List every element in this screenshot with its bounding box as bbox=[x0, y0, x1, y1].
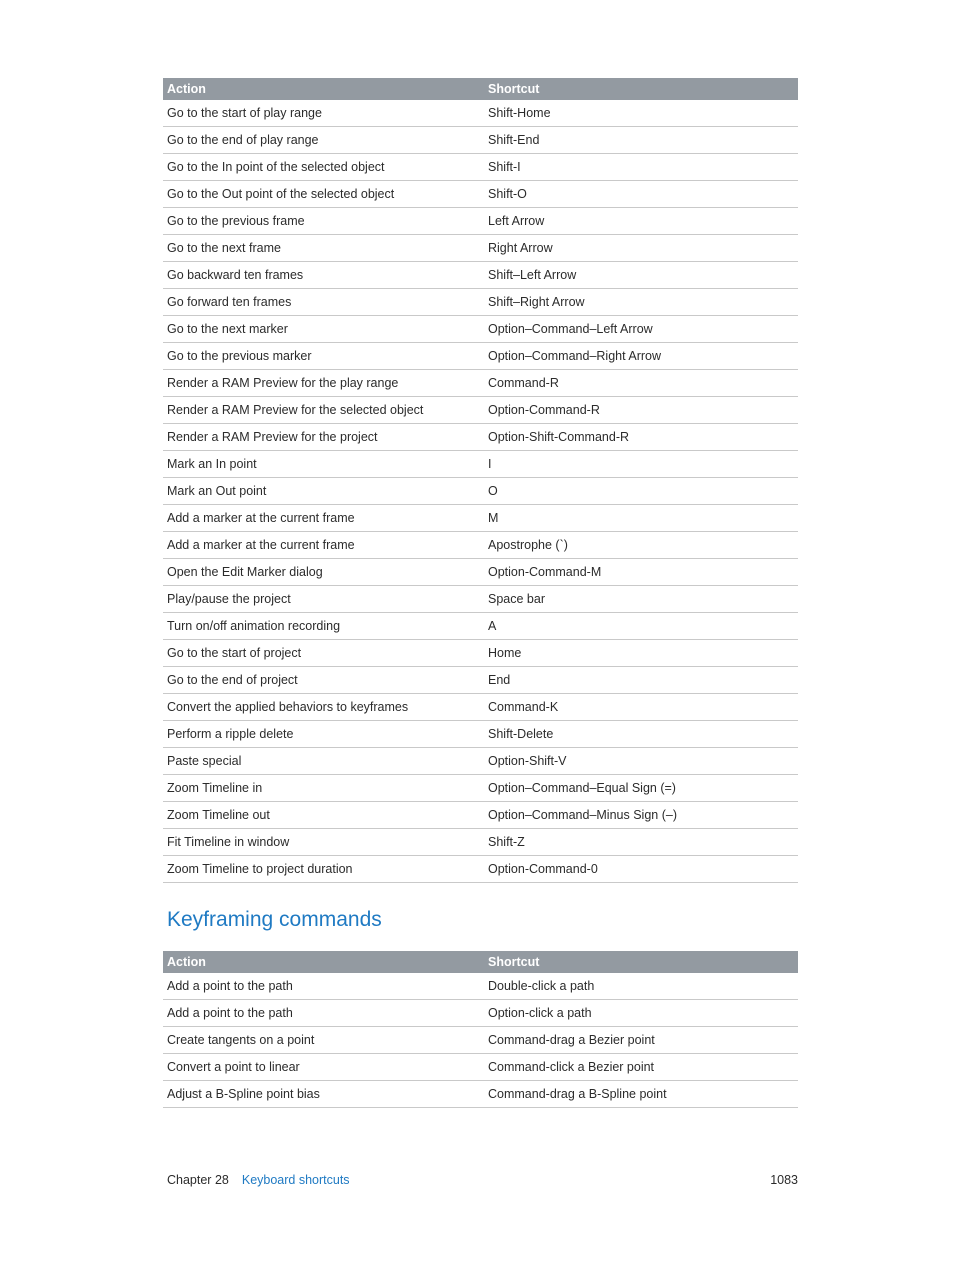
action-cell: Go to the end of play range bbox=[163, 127, 484, 154]
shortcut-cell: Right Arrow bbox=[484, 235, 798, 262]
shortcut-cell: Home bbox=[484, 640, 798, 667]
table-row bbox=[163, 424, 798, 451]
table-row bbox=[163, 559, 798, 586]
shortcut-cell: Option–Command–Left Arrow bbox=[484, 316, 798, 343]
table-row bbox=[163, 532, 798, 559]
shortcut-cell: Option-Command-M bbox=[484, 559, 798, 586]
table-row bbox=[163, 478, 798, 505]
table-row bbox=[163, 208, 798, 235]
column-header-shortcut: Shortcut bbox=[484, 78, 798, 100]
shortcut-cell: A bbox=[484, 613, 798, 640]
action-cell: Open the Edit Marker dialog bbox=[163, 559, 484, 586]
table-row bbox=[163, 802, 798, 829]
shortcut-cell: Shift-End bbox=[484, 127, 798, 154]
page-footer bbox=[167, 1173, 798, 1187]
shortcut-cell: Shift–Left Arrow bbox=[484, 262, 798, 289]
table-row bbox=[163, 856, 798, 883]
action-cell: Go to the Out point of the selected object bbox=[163, 181, 484, 208]
action-cell: Render a RAM Preview for the play range bbox=[163, 370, 484, 397]
shortcut-cell: Space bar bbox=[484, 586, 798, 613]
table-row bbox=[163, 586, 798, 613]
shortcut-cell: Option–Command–Minus Sign (–) bbox=[484, 802, 798, 829]
shortcut-cell: I bbox=[484, 451, 798, 478]
shortcut-cell: Command-click a Bezier point bbox=[484, 1054, 798, 1081]
action-cell: Zoom Timeline to project duration bbox=[163, 856, 484, 883]
action-cell: Mark an Out point bbox=[163, 478, 484, 505]
shortcut-cell: Option-Command-R bbox=[484, 397, 798, 424]
table-row bbox=[163, 1081, 798, 1108]
chapter-label: Chapter 28 bbox=[167, 1173, 229, 1187]
table-row bbox=[163, 1027, 798, 1054]
shortcut-cell: Shift-I bbox=[484, 154, 798, 181]
table-row bbox=[163, 154, 798, 181]
table-row bbox=[163, 289, 798, 316]
table-row bbox=[163, 451, 798, 478]
table-row bbox=[163, 721, 798, 748]
shortcut-cell: Shift-Z bbox=[484, 829, 798, 856]
table-row bbox=[163, 235, 798, 262]
action-cell: Adjust a B-Spline point bias bbox=[163, 1081, 484, 1108]
shortcut-cell: O bbox=[484, 478, 798, 505]
action-cell: Mark an In point bbox=[163, 451, 484, 478]
shortcuts-table-body bbox=[163, 100, 798, 883]
column-header-shortcut: Shortcut bbox=[484, 951, 798, 973]
action-cell: Add a marker at the current frame bbox=[163, 532, 484, 559]
table-row bbox=[163, 127, 798, 154]
chapter-title-link[interactable]: Keyboard shortcuts bbox=[241, 1173, 350, 1187]
shortcut-cell: Command-R bbox=[484, 370, 798, 397]
shortcut-cell: Shift-Home bbox=[484, 100, 798, 127]
action-cell: Render a RAM Preview for the project bbox=[163, 424, 484, 451]
action-cell: Go to the start of play range bbox=[163, 100, 484, 127]
table-row bbox=[163, 748, 798, 775]
table-header-row bbox=[163, 951, 798, 973]
table-row bbox=[163, 829, 798, 856]
shortcut-cell: Double-click a path bbox=[484, 973, 798, 1000]
column-header-action: Action bbox=[163, 78, 484, 100]
action-cell: Go to the previous marker bbox=[163, 343, 484, 370]
action-cell: Go backward ten frames bbox=[163, 262, 484, 289]
action-cell: Go to the previous frame bbox=[163, 208, 484, 235]
shortcut-cell: Command-K bbox=[484, 694, 798, 721]
action-cell: Add a point to the path bbox=[163, 973, 484, 1000]
shortcut-cell: Shift-O bbox=[484, 181, 798, 208]
keyframing-table bbox=[163, 951, 798, 1108]
table-row bbox=[163, 973, 798, 1000]
section-heading: Keyframing commands bbox=[167, 908, 382, 931]
table-row bbox=[163, 316, 798, 343]
shortcut-cell: Command-drag a B-Spline point bbox=[484, 1081, 798, 1108]
action-cell: Paste special bbox=[163, 748, 484, 775]
table-row bbox=[163, 262, 798, 289]
table-row bbox=[163, 343, 798, 370]
shortcut-cell: Option-click a path bbox=[484, 1000, 798, 1027]
shortcut-cell: End bbox=[484, 667, 798, 694]
action-cell: Go forward ten frames bbox=[163, 289, 484, 316]
shortcut-cell: Option-Shift-V bbox=[484, 748, 798, 775]
shortcut-cell: M bbox=[484, 505, 798, 532]
action-cell: Turn on/off animation recording bbox=[163, 613, 484, 640]
action-cell: Go to the next marker bbox=[163, 316, 484, 343]
shortcut-cell: Shift–Right Arrow bbox=[484, 289, 798, 316]
action-cell: Go to the end of project bbox=[163, 667, 484, 694]
table-row bbox=[163, 1054, 798, 1081]
table-header-row bbox=[163, 78, 798, 100]
shortcut-cell: Option-Command-0 bbox=[484, 856, 798, 883]
action-cell: Go to the In point of the selected object bbox=[163, 154, 484, 181]
shortcut-cell: Option–Command–Right Arrow bbox=[484, 343, 798, 370]
shortcut-cell: Option–Command–Equal Sign (=) bbox=[484, 775, 798, 802]
table-row bbox=[163, 694, 798, 721]
action-cell: Convert the applied behaviors to keyframes bbox=[163, 694, 484, 721]
shortcut-cell: Option-Shift-Command-R bbox=[484, 424, 798, 451]
keyframing-table-body bbox=[163, 973, 798, 1108]
table-row bbox=[163, 667, 798, 694]
action-cell: Zoom Timeline out bbox=[163, 802, 484, 829]
table-row bbox=[163, 1000, 798, 1027]
page-number: 1083 bbox=[770, 1173, 798, 1187]
action-cell: Add a point to the path bbox=[163, 1000, 484, 1027]
action-cell: Add a marker at the current frame bbox=[163, 505, 484, 532]
table-row bbox=[163, 181, 798, 208]
action-cell: Create tangents on a point bbox=[163, 1027, 484, 1054]
action-cell: Go to the next frame bbox=[163, 235, 484, 262]
action-cell: Render a RAM Preview for the selected object bbox=[163, 397, 484, 424]
shortcut-cell: Shift-Delete bbox=[484, 721, 798, 748]
shortcut-cell: Left Arrow bbox=[484, 208, 798, 235]
table-row bbox=[163, 370, 798, 397]
action-cell: Perform a ripple delete bbox=[163, 721, 484, 748]
table-row bbox=[163, 505, 798, 532]
table-row bbox=[163, 613, 798, 640]
shortcuts-table bbox=[163, 78, 798, 883]
table-row bbox=[163, 775, 798, 802]
action-cell: Fit Timeline in window bbox=[163, 829, 484, 856]
action-cell: Convert a point to linear bbox=[163, 1054, 484, 1081]
action-cell: Play/pause the project bbox=[163, 586, 484, 613]
table-row bbox=[163, 397, 798, 424]
table-row bbox=[163, 640, 798, 667]
action-cell: Go to the start of project bbox=[163, 640, 484, 667]
shortcut-cell: Command-drag a Bezier point bbox=[484, 1027, 798, 1054]
table-row bbox=[163, 100, 798, 127]
action-cell: Zoom Timeline in bbox=[163, 775, 484, 802]
shortcut-cell: Apostrophe (`) bbox=[484, 532, 798, 559]
column-header-action: Action bbox=[163, 951, 484, 973]
